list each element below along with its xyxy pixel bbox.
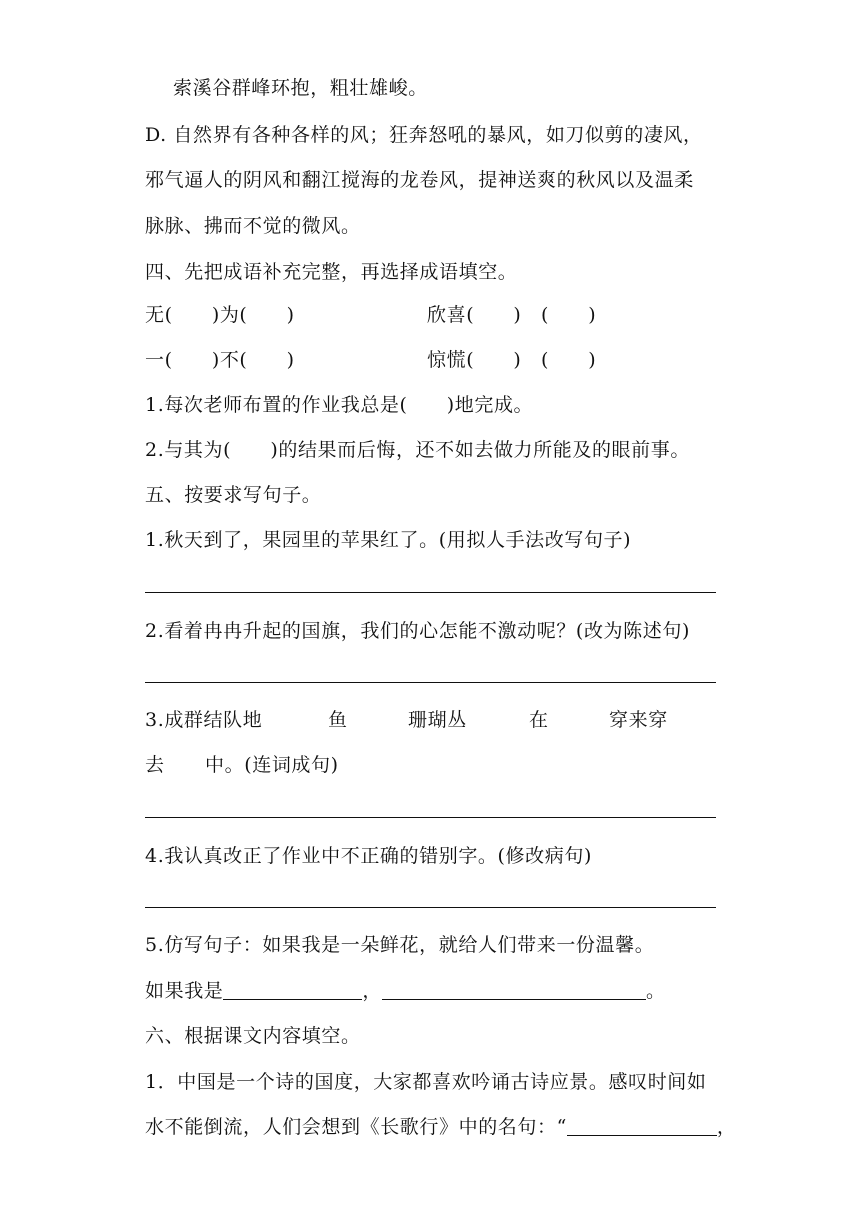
idiom-blank-4: 惊慌( ) ( )	[427, 349, 597, 371]
question-3-instruction: 中。(连词成句)	[205, 754, 339, 776]
fill-blank-1[interactable]	[223, 979, 362, 1000]
section-5-question-3-line-2	[145, 753, 445, 777]
word-card: 穿来穿	[609, 709, 668, 731]
section-4-title: 四、先把成语补充完整，再选择成语填空。	[145, 261, 518, 283]
option-d-line-3: 脉脉、拂而不觉的微风。	[145, 215, 361, 237]
section-4-question-2: 2.与其为( )的结果而后悔，还不如去做力所能及的眼前事。	[145, 439, 690, 461]
section-6-question-1-line-1: 1．中国是一个诗的国度，大家都喜欢吟诵古诗应景。感叹时间如	[145, 1071, 707, 1093]
section-4-question-1: 1.每次老师布置的作业我总是( )地完成。	[145, 394, 534, 416]
section-5-question-4: 4.我认真改正了作业中不正确的错别字。(修改病句)	[145, 845, 592, 867]
word-card: 珊瑚丛	[408, 709, 467, 731]
poem-question-suffix: ，	[716, 1116, 737, 1138]
answer-line-1	[145, 592, 716, 593]
section-5-title: 五、按要求写句子。	[145, 484, 322, 506]
word-card: 3.成群结队地	[145, 709, 263, 731]
option-d-line-2: 邪气逼人的阴风和翻江搅海的龙卷风，提神送爽的秋风以及温柔	[145, 169, 694, 191]
poem-question-prefix: 水不能倒流，人们会想到《长歌行》中的名句：“	[145, 1116, 567, 1138]
imitation-prefix: 如果我是	[145, 980, 224, 1002]
answer-line-2	[145, 682, 716, 683]
idiom-blank-3: 一( )不( )	[145, 349, 295, 371]
section-5-question-1: 1.秋天到了，果园里的苹果红了。(用拟人手法改写句子)	[145, 529, 632, 551]
option-d-line-1: D. 自然界有各种各样的风；狂奔怒吼的暴风，如刀似剪的凄风，	[145, 124, 703, 146]
section-5-question-3-words	[145, 708, 705, 732]
imitation-sentence	[145, 979, 666, 1003]
word-card: 在	[529, 709, 549, 731]
fill-blank-2[interactable]	[382, 979, 646, 1000]
section-5-question-5: 5.仿写句子：如果我是一朵鲜花，就给人们带来一份温馨。	[145, 934, 655, 956]
imitation-comma: ，	[362, 980, 383, 1002]
idiom-blank-1: 无( )为( )	[145, 304, 295, 326]
word-card: 去	[145, 754, 165, 776]
word-card: 鱼	[328, 709, 348, 731]
section-5-question-2: 2.看着冉冉升起的国旗，我们的心怎能不激动呢？(改为陈述句)	[145, 620, 690, 642]
idiom-blank-2: 欣喜( ) ( )	[427, 304, 597, 326]
answer-line-4	[145, 907, 716, 908]
answer-line-3	[145, 817, 716, 818]
section-6-title: 六、根据课文内容填空。	[145, 1025, 361, 1047]
fill-blank-poem[interactable]	[567, 1115, 717, 1136]
imitation-end: 。	[646, 980, 666, 1002]
option-c-continuation: 索溪谷群峰环抱，粗壮雄峻。	[173, 77, 428, 99]
section-6-question-1-line-2	[145, 1115, 737, 1139]
